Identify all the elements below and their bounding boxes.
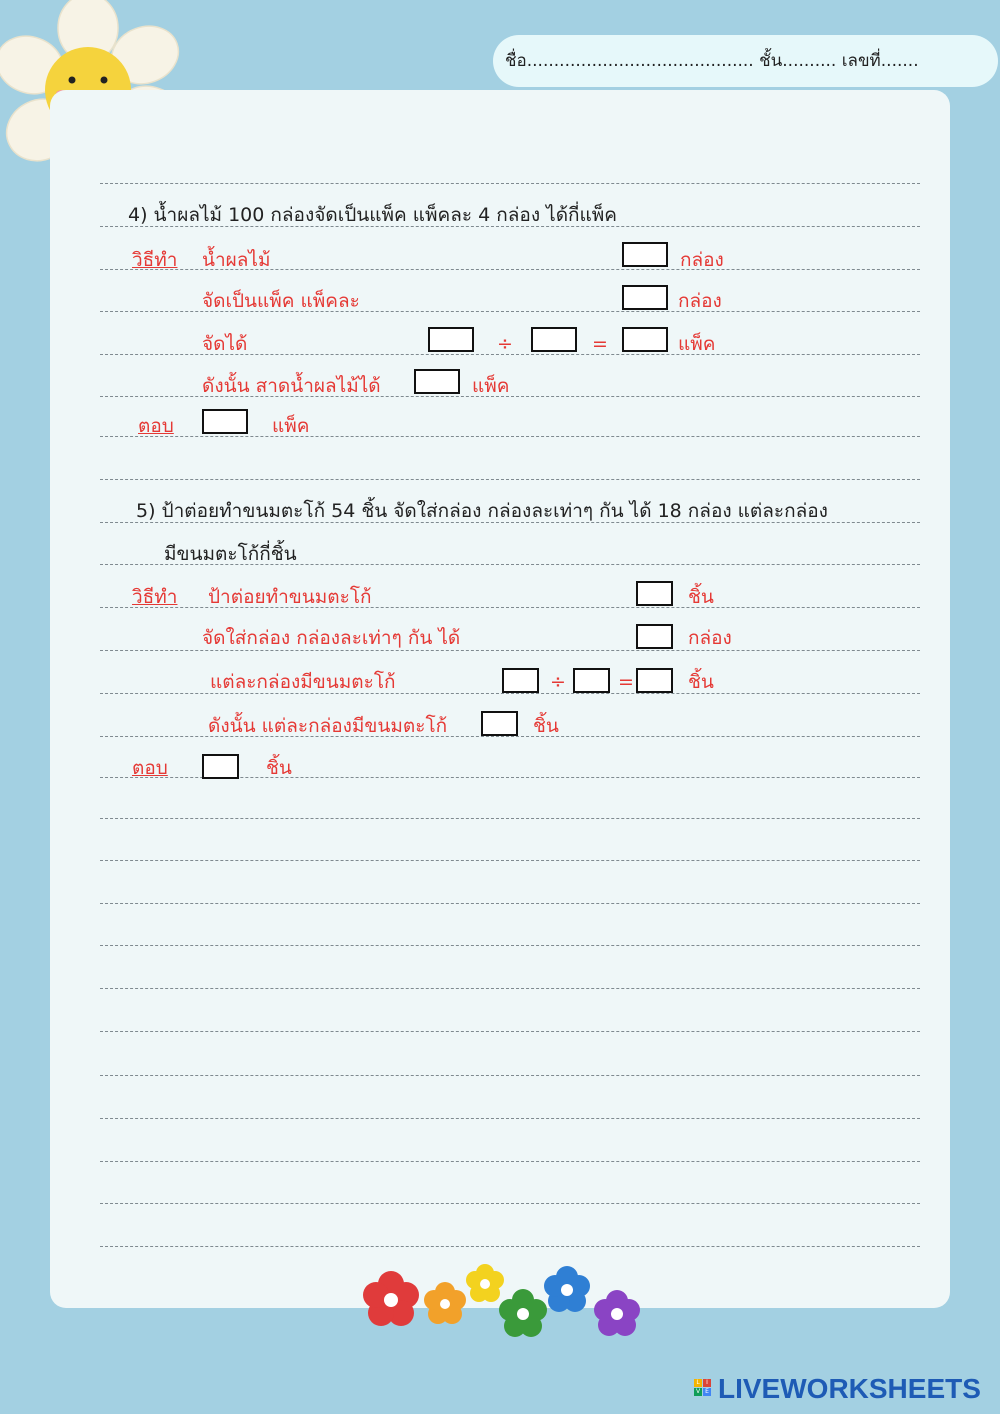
- q5-answer-input[interactable]: [202, 754, 239, 779]
- ruled-line: [100, 860, 920, 861]
- ruled-line: [100, 903, 920, 904]
- q5-divisor-input[interactable]: [573, 668, 610, 693]
- q4-line1-text: น้ำผลไม้: [202, 249, 271, 271]
- ruled-line: [100, 1075, 920, 1076]
- q5-line2-unit: กล่อง: [688, 627, 732, 649]
- q5-total-pieces-input[interactable]: [636, 581, 673, 606]
- ruled-line: [100, 436, 920, 437]
- division-sign: ÷: [550, 671, 566, 693]
- q4-line4-unit: แพ็ค: [472, 375, 510, 397]
- q4-total-boxes-input[interactable]: [622, 242, 668, 267]
- student-info-line: ชื่อ.......................................... ชั้น.......... เลขที่.......: [493, 35, 998, 87]
- q5-line4-text: ดังนั้น แต่ละกล่องมีขนมตะโก้: [208, 715, 448, 737]
- q4-line1-unit: กล่อง: [680, 249, 724, 271]
- division-sign: ÷: [497, 333, 513, 355]
- q5-method-label: วิธีทำ: [132, 586, 178, 608]
- q4-answer-label: ตอบ: [138, 415, 174, 437]
- q5-line3-text: แต่ละกล่องมีขนมตะโก้: [210, 671, 396, 693]
- q4-method-label: วิธีทำ: [132, 249, 178, 271]
- q4-line2-text: จัดเป็นแพ็ค แพ็คละ: [202, 290, 360, 312]
- ruled-line: [100, 183, 920, 184]
- q4-dividend-input[interactable]: [428, 327, 474, 352]
- ruled-line: [100, 1031, 920, 1032]
- ruled-line: [100, 650, 920, 651]
- q5-question-line1: 5) ป้าต่อยทำขนมตะโก้ 54 ชิ้น จัดใส่กล่อง กล่องละเท่าๆ กัน ได้ 18 กล่อง แต่ละกล่อง: [136, 500, 828, 522]
- ruled-line: [100, 1118, 920, 1119]
- ruled-line: [100, 818, 920, 819]
- ruled-line: [100, 479, 920, 480]
- q5-dividend-input[interactable]: [502, 668, 539, 693]
- q4-divisor-input[interactable]: [531, 327, 577, 352]
- q5-quotient-input[interactable]: [636, 668, 673, 693]
- ruled-line: [100, 945, 920, 946]
- ruled-line: [100, 1246, 920, 1247]
- q4-line3-unit: แพ็ค: [678, 333, 716, 355]
- q4-line3-text: จัดได้: [202, 333, 248, 355]
- ruled-line: [100, 1203, 920, 1204]
- equals-sign: =: [618, 671, 634, 693]
- q5-boxes-input[interactable]: [636, 624, 673, 649]
- q5-line4-unit: ชิ้น: [533, 715, 559, 737]
- worksheet-card: [50, 90, 950, 1308]
- q4-line4-text: ดังนั้น สาดน้ำผลไม้ได้: [202, 375, 381, 397]
- ruled-line: [100, 988, 920, 989]
- q4-quotient-input[interactable]: [622, 327, 668, 352]
- q4-conclusion-input[interactable]: [414, 369, 460, 394]
- q5-line3-unit: ชิ้น: [688, 671, 714, 693]
- q4-question: 4) น้ำผลไม้ 100 กล่องจัดเป็นแพ็ค แพ็คละ 4 กล่อง ได้กี่แพ็ค: [128, 204, 618, 226]
- logo-cube: I: [703, 1379, 711, 1387]
- q5-conclusion-input[interactable]: [481, 711, 518, 736]
- q4-line2-unit: กล่อง: [678, 290, 722, 312]
- logo-cube: V: [695, 1388, 701, 1395]
- flowers-decoration: [355, 1262, 655, 1344]
- logo-cube: E: [703, 1388, 711, 1396]
- q5-answer-unit: ชิ้น: [266, 757, 292, 779]
- q5-line1-unit: ชิ้น: [688, 586, 714, 608]
- q5-line2-text: จัดใส่กล่อง กล่องละเท่าๆ กัน ได้: [202, 627, 461, 649]
- q4-answer-unit: แพ็ค: [272, 415, 310, 437]
- q4-per-pack-input[interactable]: [622, 285, 668, 310]
- ruled-line: [100, 1161, 920, 1162]
- q5-line1-text: ป้าต่อยทำขนมตะโก้: [208, 586, 372, 608]
- q4-answer-input[interactable]: [202, 409, 248, 434]
- q5-question-line2: มีขนมตะโก้กี่ชิ้น: [164, 543, 297, 565]
- q5-answer-label: ตอบ: [132, 757, 168, 779]
- equals-sign: =: [592, 333, 608, 355]
- logo-cube: L: [694, 1379, 702, 1387]
- brand-name: LIVEWORKSHEETS: [718, 1373, 981, 1404]
